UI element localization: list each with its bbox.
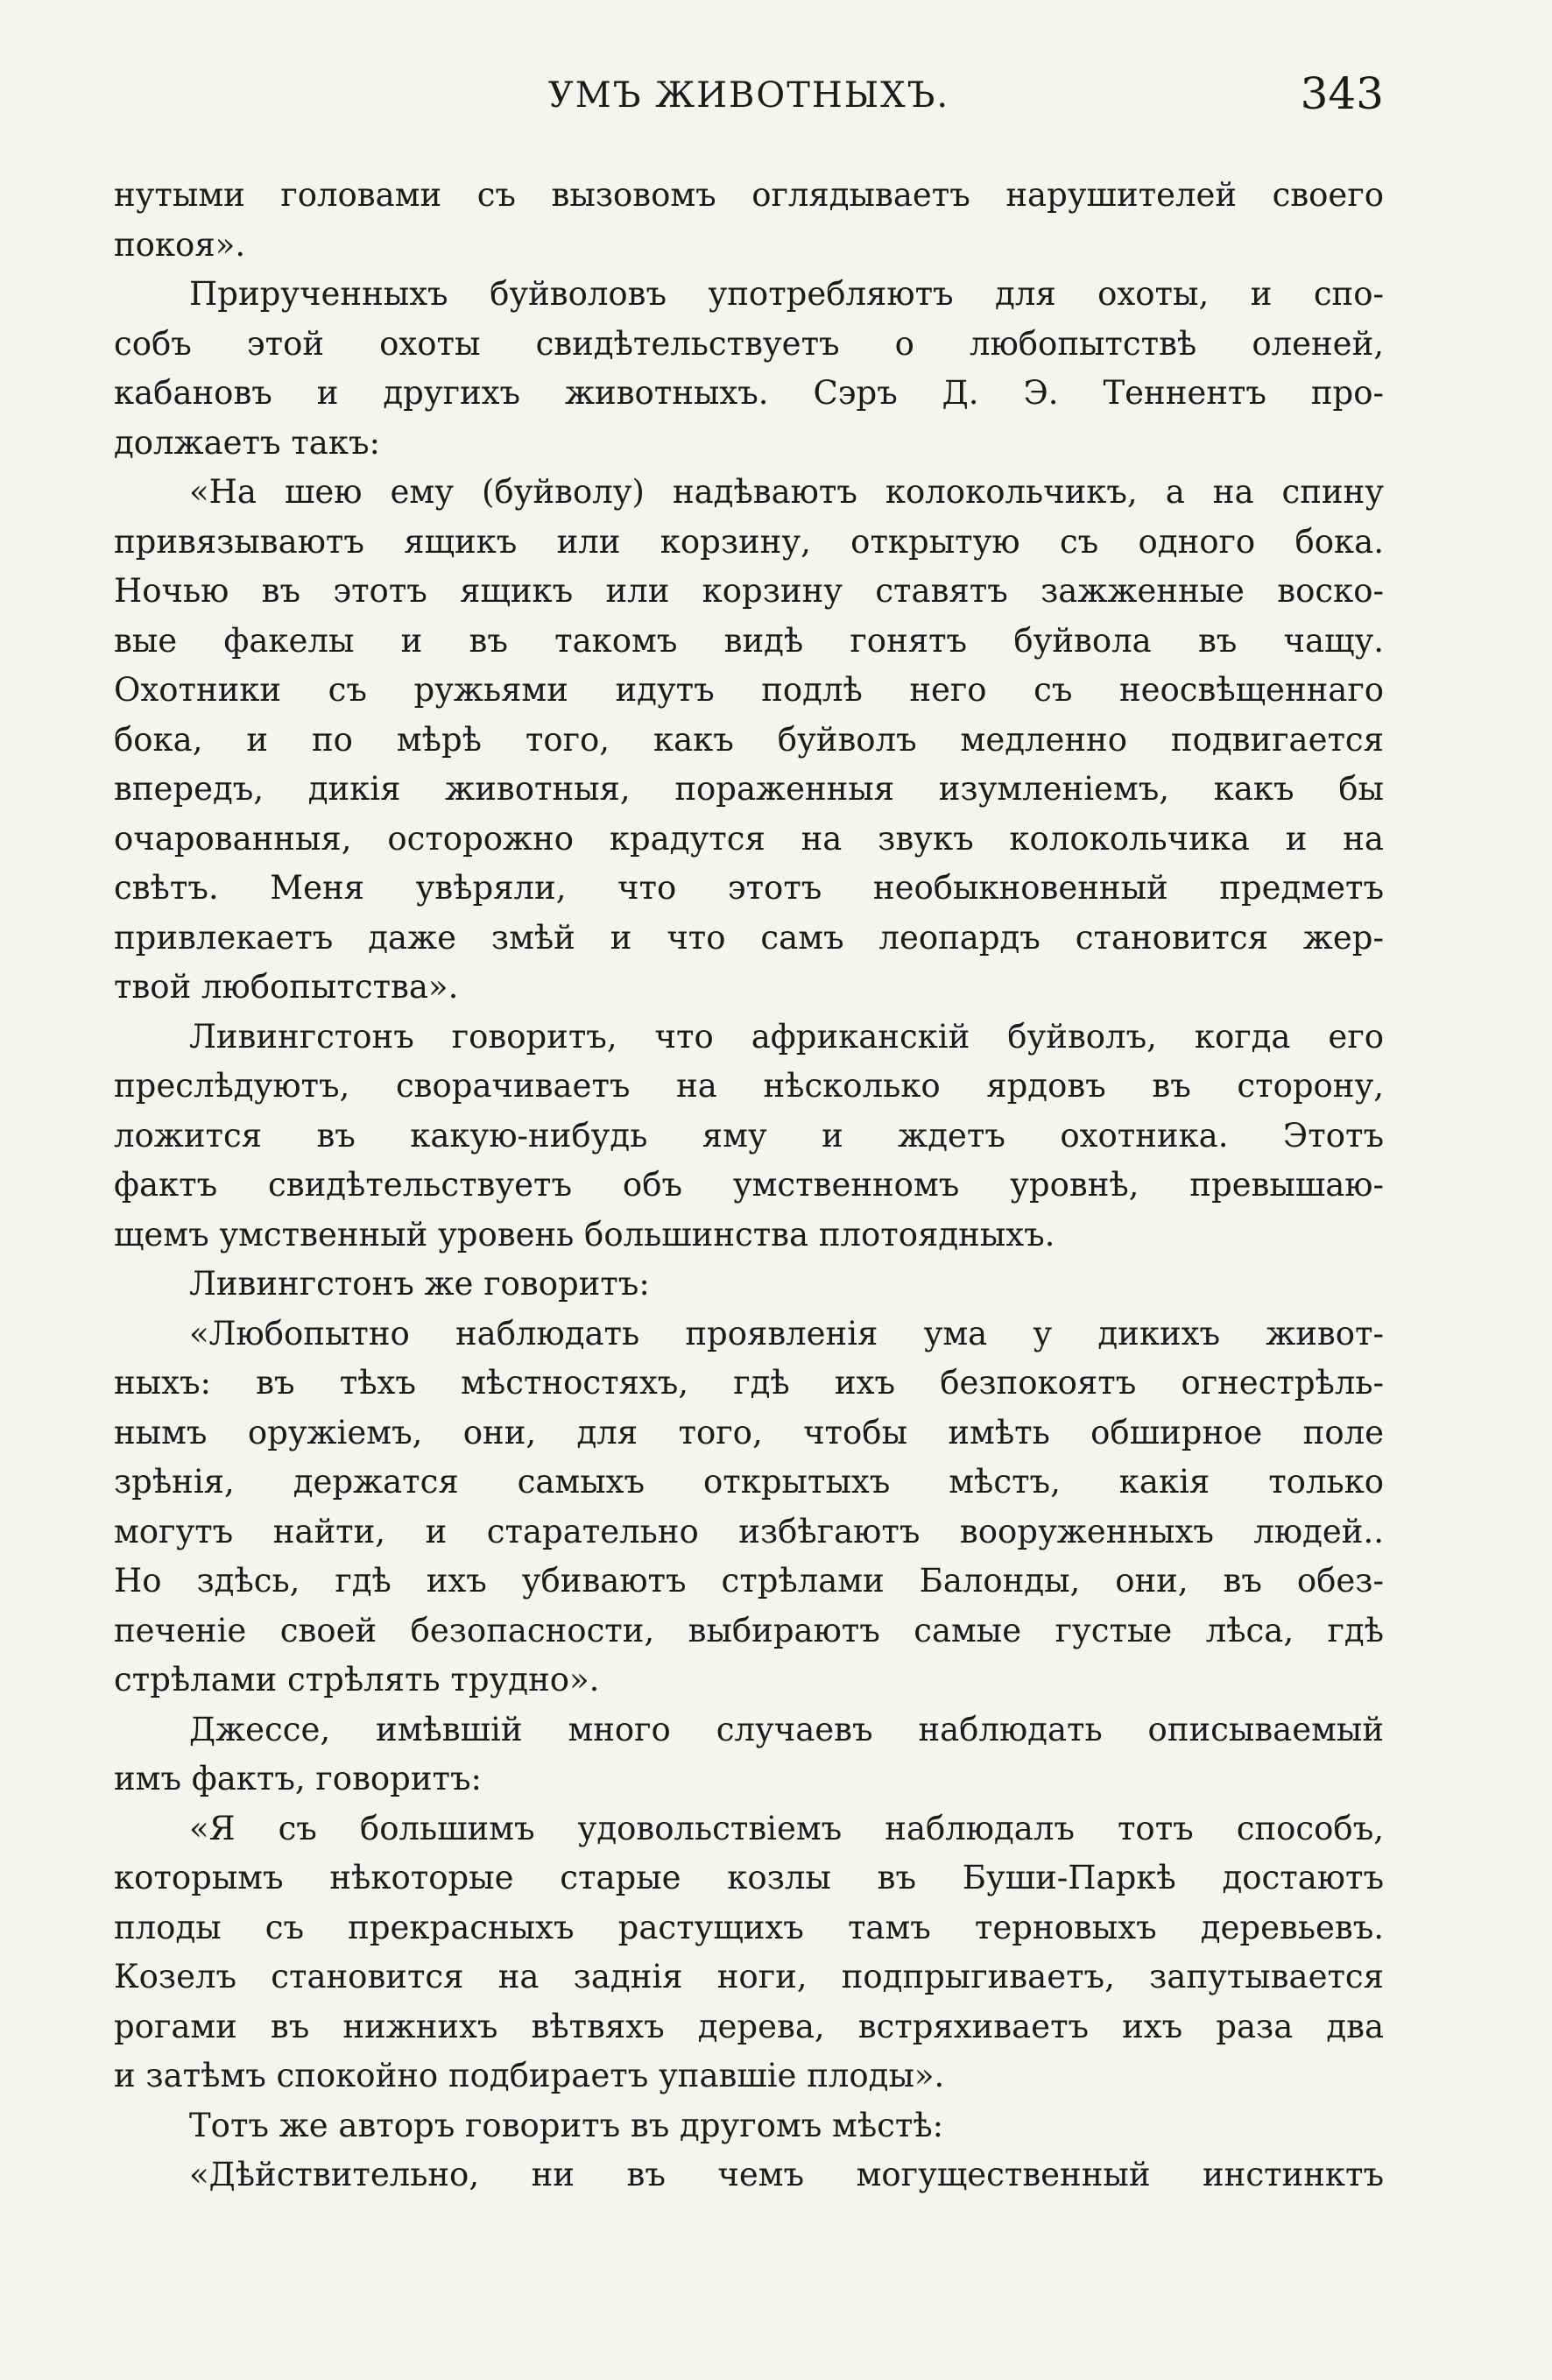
text-line: нутыми головами съ вызовомъ оглядываетъ нарушителей своего [114,176,1384,214]
text-line: очарованныя, осторожно крадутся на звукъ колокольчика и на [114,819,1384,858]
text-line: кабановъ и другихъ животныхъ. Сэръ Д. Э. Теннентъ про- [114,374,1384,412]
text-line: имъ фактъ, говоритъ: [114,1760,483,1797]
text-line: фактъ свидѣтельствуетъ объ умственномъ уровнѣ, превышаю- [114,1166,1384,1204]
text-line: покоя». [114,225,246,264]
text-line: Но здѣсь, гдѣ ихъ убиваютъ стрѣлами Балонды, они, въ обез- [114,1562,1384,1600]
text-line: привязываютъ ящикъ или корзину, открытую съ одного бока. [114,522,1384,561]
text-line: и затѣмъ спокойно подбираетъ упавшіе плоды». [114,2057,945,2094]
text-line: плоды съ прекрасныхъ растущихъ тамъ терновыхъ деревьевъ. [114,1908,1384,1946]
text-line: могутъ найти, и старательно избѣгаютъ вооруженныхъ людей.. [114,1512,1384,1550]
text-line: которымъ нѣкоторые старые козлы въ Буши-Паркѣ достаютъ [114,1859,1384,1896]
text-line: Охотники съ ружьями идутъ подлѣ него съ неосвѣщеннаго [114,671,1384,709]
text-line: впередъ, дикія животныя, пораженныя изумленіемъ, какъ бы [114,770,1384,808]
text-line: рогами въ нижнихъ вѣтвяхъ дерева, встряхиваетъ ихъ раза два [114,2007,1384,2045]
text-line: «Любопытно наблюдать проявленія ума у дикихъ живот- [189,1314,1384,1352]
text-line: собъ этой охоты свидѣтельствуетъ о любопытствѣ оленей, [114,324,1384,363]
text-line: печеніе своей безопасности, выбираютъ самые густые лѣса, гдѣ [114,1611,1384,1649]
text-line: должаетъ такъ: [114,423,380,462]
text-line: ложится въ какую-нибудь яму и ждетъ охотника. Этотъ [114,1116,1384,1155]
text-line: щемъ умственный уровень большинства плотоядныхъ. [114,1215,1055,1254]
text-line: «Дѣйствительно, ни въ чемъ могущественный инстинктъ [189,2156,1384,2193]
text-line: ныхъ: въ тѣхъ мѣстностяхъ, гдѣ ихъ безпокоятъ огнестрѣль- [114,1364,1384,1402]
text-line: привлекаетъ даже змѣй и что самъ леопардъ становится жер- [114,918,1384,957]
text-line: Ливингстонъ говоритъ, что африканскій буйволъ, когда его [189,1017,1384,1056]
running-title: УМЪ ЖИВОТНЫХЪ. [547,75,950,116]
text-line: бока, и по мѣрѣ того, какъ буйволъ медленно подвигается [114,720,1384,759]
text-line: «На шею ему (буйволу) надѣваютъ колокольчикъ, а на спину [189,473,1384,511]
text-line: вые факелы и въ такомъ видѣ гонятъ буйвола въ чащу. [114,621,1384,660]
text-line: твой любопытства». [114,968,459,1006]
text-line: «Я съ большимъ удовольствіемъ наблюдалъ тотъ способъ, [189,1809,1384,1847]
text-line: Ливингстонъ же говоритъ: [189,1265,650,1303]
body-text [114,171,1384,2200]
text-line: Козелъ становится на заднія ноги, подпрыгиваетъ, запутывается [114,1958,1384,1995]
page-number: 343 [1300,68,1384,119]
text-line: Джессе, имѣвшій много случаевъ наблюдать описываемый [189,1710,1384,1748]
text-line: нымъ оружіемъ, они, для того, чтобы имѣть обширное поле [114,1413,1384,1451]
text-line: преслѣдуютъ, сворачиваетъ на нѣсколько ярдовъ въ сторону, [114,1067,1384,1105]
text-line: зрѣнія, держатся самыхъ открытыхъ мѣстъ, какія только [114,1463,1384,1501]
text-line: Ночью въ этотъ ящикъ или корзину ставятъ зажженные воско- [114,572,1384,610]
text-line: свѣтъ. Меня увѣряли, что этотъ необыкновенный предметъ [114,869,1384,907]
text-line: стрѣлами стрѣлять трудно». [114,1661,600,1698]
text-line: Тотъ же авторъ говоритъ въ другомъ мѣстѣ: [189,2106,944,2144]
running-head [114,68,1384,130]
text-line: Прирученныхъ буйволовъ употребляютъ для охоты, и спо- [189,275,1384,313]
